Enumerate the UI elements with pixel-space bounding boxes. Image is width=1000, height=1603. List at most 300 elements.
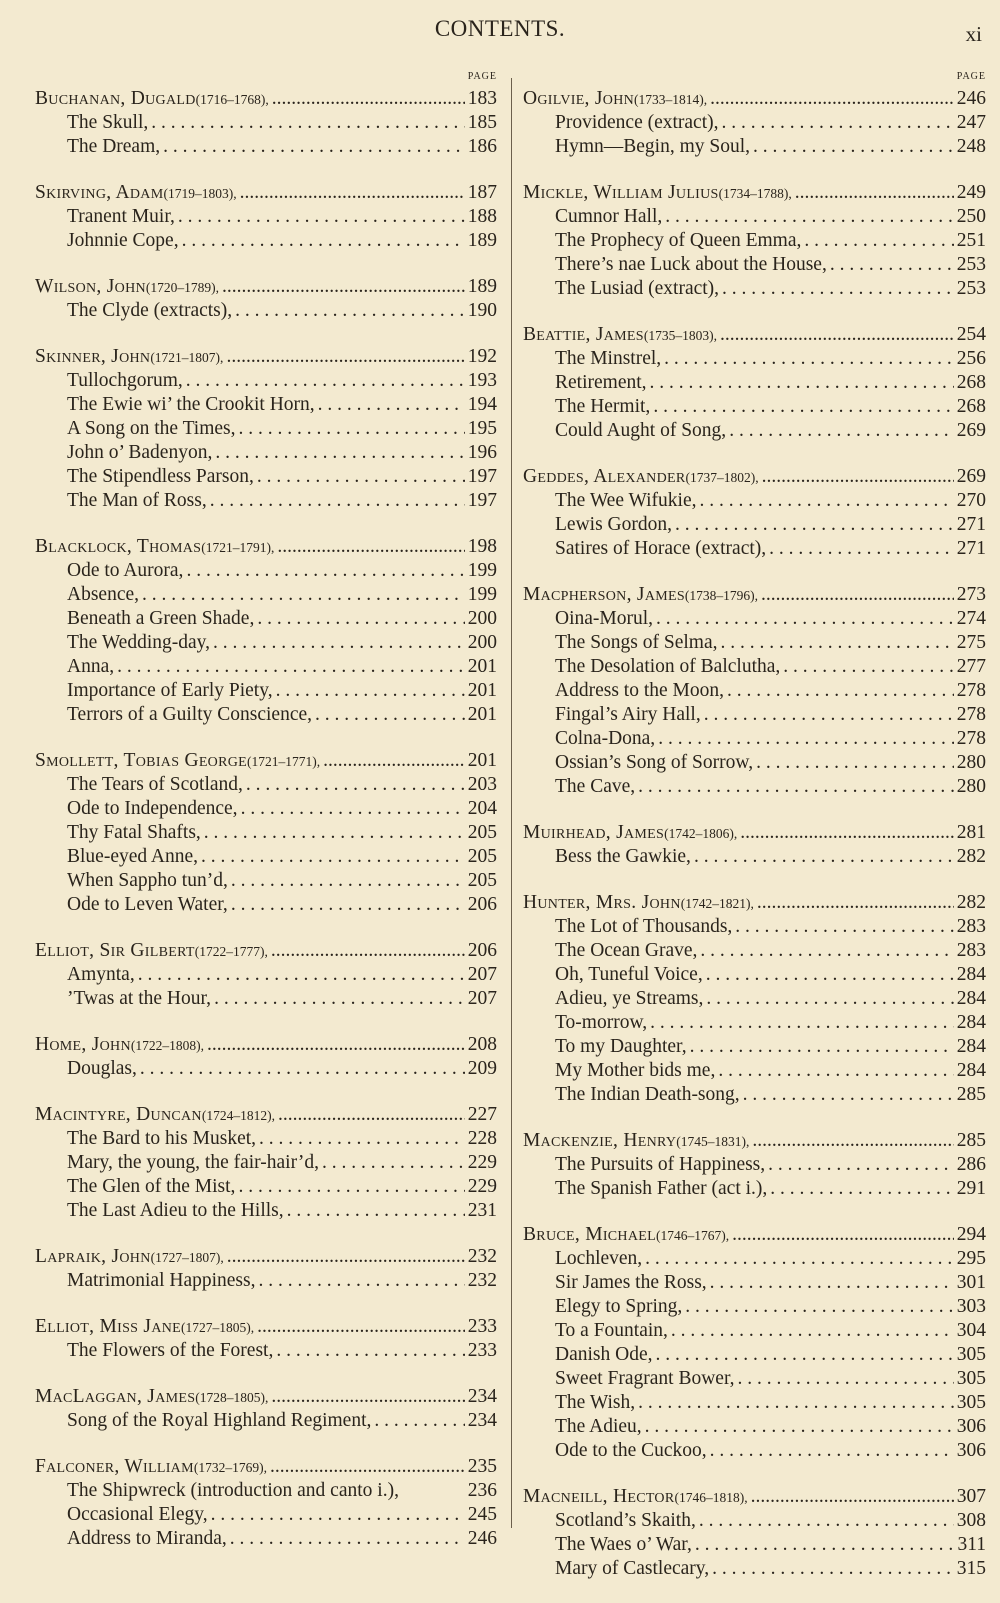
dot-leader [720, 323, 954, 347]
page-ref: 203 [467, 774, 497, 795]
dot-leader [671, 1319, 954, 1343]
page-ref: 253 [956, 254, 986, 275]
dot-leader [751, 1485, 954, 1509]
work-title: Scotland’s Skaith, [555, 1510, 696, 1531]
dot-leader [704, 703, 954, 727]
dot-leader [752, 1129, 953, 1153]
dot-leader [374, 1409, 464, 1433]
page-ref: 278 [956, 728, 986, 749]
work-row [523, 513, 986, 537]
author-name: Buchanan, Dugald [35, 88, 196, 109]
work-row [523, 1011, 986, 1035]
work-row [523, 1343, 986, 1367]
dot-leader [117, 655, 465, 679]
dot-leader [722, 111, 954, 135]
dot-leader [638, 1391, 954, 1415]
page-ref: 208 [467, 1034, 497, 1055]
dot-leader [272, 87, 465, 111]
work-row [35, 559, 497, 583]
author-name: Macpherson, James [523, 584, 685, 605]
work-title: When Sappho tun’d, [67, 870, 228, 891]
author-row [35, 1455, 497, 1479]
page-ref: 197 [467, 466, 497, 487]
work-row [35, 1409, 497, 1433]
dot-leader [804, 229, 953, 253]
author-row [35, 535, 497, 559]
author-section [523, 583, 986, 799]
page-ref: 270 [956, 490, 986, 511]
work-row [35, 987, 497, 1011]
dot-leader [287, 1199, 465, 1223]
page-ref: 307 [956, 1486, 986, 1507]
dot-leader [259, 1127, 465, 1151]
page-ref: 306 [956, 1440, 986, 1461]
dot-leader [227, 1245, 465, 1269]
page-ref: 229 [467, 1152, 497, 1173]
author-row [35, 939, 497, 963]
work-row [523, 1035, 986, 1059]
work-row [523, 775, 986, 799]
work-title: The Wish, [555, 1392, 636, 1413]
work-row [523, 939, 986, 963]
work-row [523, 395, 986, 419]
author-name: Geddes, Alexander [523, 466, 686, 487]
author-dates: (1716–1768), [195, 92, 269, 107]
dot-leader [270, 1455, 465, 1479]
work-row [523, 963, 986, 987]
work-title: Tullochgorum, [67, 370, 183, 391]
work-row [523, 1083, 986, 1107]
dot-leader [186, 369, 465, 393]
work-title: Elegy to Spring, [555, 1296, 683, 1317]
page-ref: 280 [956, 752, 986, 773]
author-dates: (1734–1788), [718, 186, 792, 201]
work-title: Colna-Dona, [555, 728, 656, 749]
dot-leader [699, 1509, 954, 1533]
author-name: Mackenzie, Henry [523, 1130, 677, 1151]
dot-leader [238, 1175, 464, 1199]
work-title: To a Fountain, [555, 1320, 668, 1341]
page-ref: 256 [956, 348, 986, 369]
page-ref: 201 [467, 750, 497, 771]
dot-leader [257, 465, 465, 489]
page-ref: 305 [956, 1344, 986, 1365]
author-row [35, 1385, 497, 1409]
work-title: Anna, [67, 656, 115, 677]
work-row [35, 465, 497, 489]
dot-leader [653, 395, 953, 419]
author-dates: (1733–1814), [634, 92, 708, 107]
author-dates: (1737–1802), [685, 470, 759, 485]
author-name: Blacklock, Thomas [35, 536, 202, 557]
dot-leader [241, 797, 465, 821]
page-ref: 294 [956, 1224, 986, 1245]
dot-leader [258, 1269, 464, 1293]
dot-leader [762, 465, 954, 489]
author-row [35, 749, 497, 773]
dot-leader [738, 1367, 954, 1391]
page-ref: 248 [956, 136, 986, 157]
dot-leader [214, 987, 465, 1011]
work-row [35, 489, 497, 513]
page-ref: 251 [956, 230, 986, 251]
work-row [523, 1319, 986, 1343]
page-ref: 277 [956, 656, 986, 677]
dot-leader [178, 205, 465, 229]
author-section [35, 1315, 497, 1363]
author-name: Skirving, Adam [35, 182, 164, 203]
work-title: The Shipwreck (introduction and canto i.), [67, 1480, 399, 1501]
author-dates: (1721–1771), [247, 754, 321, 769]
page-ref: 207 [467, 988, 497, 1009]
dot-leader [768, 1153, 954, 1177]
page-ref: 284 [956, 964, 986, 985]
dot-leader [257, 607, 464, 631]
author-dates: (1719–1803), [163, 186, 237, 201]
work-row [35, 1175, 497, 1199]
work-title: Could Aught of Song, [555, 420, 727, 441]
page-ref: 234 [467, 1410, 497, 1431]
page-ref: 305 [956, 1368, 986, 1389]
author-row [523, 323, 986, 347]
work-title: Matrimonial Happiness, [67, 1270, 256, 1291]
page-ref: 189 [467, 230, 497, 251]
dot-leader [638, 775, 954, 799]
work-title: The Man of Ross, [67, 490, 207, 511]
dot-leader [226, 345, 464, 369]
work-title: The Pursuits of Happiness, [555, 1154, 766, 1175]
author-dates: (1745–1831), [676, 1134, 750, 1149]
author-row [523, 583, 986, 607]
work-row [35, 869, 497, 893]
author-section [35, 1103, 497, 1223]
work-title: The Lot of Thousands, [555, 916, 733, 937]
work-row [523, 1391, 986, 1415]
page-ref: 273 [956, 584, 986, 605]
author-row [523, 87, 986, 111]
dot-leader [664, 347, 954, 371]
work-title: The Flowers of the Forest, [67, 1340, 274, 1361]
page-ref: 201 [467, 680, 497, 701]
page-ref: 232 [467, 1270, 497, 1291]
dot-leader [727, 679, 954, 703]
page-ref: 199 [467, 560, 497, 581]
author-name: Elliot, Miss Jane [35, 1316, 181, 1337]
author-dates: (1720–1789), [145, 280, 220, 295]
work-title: The Last Adieu to the Hills, [67, 1200, 284, 1221]
page-ref: 198 [467, 536, 497, 557]
page-ref: 231 [467, 1200, 497, 1221]
work-title: The Bard to his Musket, [67, 1128, 257, 1149]
work-row [523, 655, 986, 679]
dot-leader [706, 987, 953, 1011]
page-ref: 283 [956, 916, 986, 937]
author-dates: (1728–1805), [195, 1390, 269, 1405]
work-row [523, 1177, 986, 1201]
page-ref: 305 [956, 1392, 986, 1413]
dot-leader [239, 417, 465, 441]
page-ref: 206 [467, 894, 497, 915]
author-name: Home, John [35, 1034, 131, 1055]
page-header [0, 14, 1000, 50]
author-dates: (1746–1767), [655, 1228, 730, 1243]
work-title: The Ocean Grave, [555, 940, 698, 961]
author-section [35, 535, 497, 727]
work-title: Mary, the young, the fair-hair’d, [67, 1152, 319, 1173]
page-ref: 233 [467, 1316, 497, 1337]
dot-leader [240, 181, 465, 205]
work-title: Retirement, [555, 372, 647, 393]
work-title: The Songs of Selma, [555, 632, 718, 653]
dot-leader [322, 1151, 465, 1175]
work-row [35, 417, 497, 441]
work-title: The Spanish Father (act i.), [555, 1178, 768, 1199]
dot-leader [783, 655, 953, 679]
work-row [35, 679, 497, 703]
author-name: Muirhead, James [523, 822, 665, 843]
work-row [35, 1527, 497, 1551]
work-row [523, 277, 986, 301]
author-name: Falconer, William [35, 1456, 194, 1477]
author-name: MacLaggan, James [35, 1386, 196, 1407]
page-ref: 271 [956, 538, 986, 559]
page-ref: 209 [467, 1058, 497, 1079]
author-row [35, 181, 497, 205]
dot-leader [231, 869, 465, 893]
work-title: The Wee Wifukie, [555, 490, 697, 511]
author-name: Hunter, Mrs. John [523, 892, 681, 913]
author-row [35, 345, 497, 369]
page-ref: 228 [467, 1128, 497, 1149]
author-dates: (1722–1808), [130, 1038, 204, 1053]
dot-leader [204, 821, 465, 845]
author-section [35, 749, 497, 917]
author-row [35, 1033, 497, 1057]
author-name: Bruce, Michael [523, 1224, 656, 1245]
author-row [523, 1485, 986, 1509]
author-row [523, 821, 986, 845]
work-title: Song of the Royal Highland Regiment, [67, 1410, 372, 1431]
work-row [523, 915, 986, 939]
author-dates: (1721–1791), [201, 540, 275, 555]
work-title: Address to Miranda, [67, 1528, 227, 1549]
dot-leader [222, 275, 465, 299]
dot-leader [690, 1035, 954, 1059]
work-title: To my Daughter, [555, 1036, 687, 1057]
author-row [523, 465, 986, 489]
dot-leader [235, 299, 465, 323]
page-ref: 246 [956, 88, 986, 109]
dot-leader [718, 1059, 953, 1083]
work-title: The Lusiad (extract), [555, 278, 720, 299]
dot-leader [710, 1271, 954, 1295]
page-ref: 280 [956, 776, 986, 797]
page-ref: 185 [467, 112, 497, 133]
work-row [35, 845, 497, 869]
page-ref: 304 [956, 1320, 986, 1341]
work-row [523, 371, 986, 395]
dot-leader [770, 1177, 953, 1201]
page-ref: 195 [467, 418, 497, 439]
work-row [35, 1151, 497, 1175]
work-title: The Ewie wi’ the Crookit Horn, [67, 394, 315, 415]
author-name: Lapraik, John [35, 1246, 151, 1267]
work-title: There’s nae Luck about the House, [555, 254, 827, 275]
page-ref: 186 [467, 136, 497, 157]
page-ref: 284 [956, 1012, 986, 1033]
page-ref: 269 [956, 466, 986, 487]
page-ref: 204 [467, 798, 497, 819]
dot-leader [685, 1295, 953, 1319]
author-row [35, 1315, 497, 1339]
dot-leader [210, 489, 465, 513]
work-title: Cumnor Hall, [555, 206, 663, 227]
page-ref: 192 [467, 346, 497, 367]
work-title: Sweet Fragrant Bower, [555, 1368, 735, 1389]
dot-leader [756, 751, 954, 775]
page-ref: 205 [467, 870, 497, 891]
work-row [523, 1247, 986, 1271]
work-row [523, 631, 986, 655]
work-title: Terrors of a Guilty Conscience, [67, 704, 313, 725]
work-title: The Skull, [67, 112, 149, 133]
page-ref: 308 [956, 1510, 986, 1531]
work-title: Sir James the Ross, [555, 1272, 707, 1293]
page-ref: 190 [467, 300, 497, 321]
work-row [35, 393, 497, 417]
dot-leader [323, 749, 465, 773]
work-row [523, 607, 986, 631]
work-title: Douglas, [67, 1058, 137, 1079]
page-column-label: PAGE [956, 71, 986, 82]
dot-leader [645, 1247, 954, 1271]
page-ref: 196 [467, 442, 497, 463]
page-ref: 205 [467, 822, 497, 843]
work-title: The Desolation of Balclutha, [555, 656, 781, 677]
work-row [523, 1153, 986, 1177]
author-section [35, 1385, 497, 1433]
page-ref: 282 [956, 892, 986, 913]
work-title: Satires of Horace (extract), [555, 538, 767, 559]
page-ref: 201 [467, 656, 497, 677]
page-ref: 315 [956, 1558, 986, 1579]
page-ref: 227 [467, 1104, 497, 1125]
page-ref: 229 [467, 1176, 497, 1197]
dot-leader [722, 277, 954, 301]
dot-leader [656, 607, 954, 631]
dot-leader [271, 1385, 464, 1409]
work-row [523, 253, 986, 277]
dot-leader [658, 727, 954, 751]
page-ref: 236 [467, 1480, 497, 1501]
author-name: Wilson, John [35, 276, 146, 297]
page-ref: 187 [467, 182, 497, 203]
work-row [523, 703, 986, 727]
work-title: Fingal’s Airy Hall, [555, 704, 701, 725]
page-ref: 193 [467, 370, 497, 391]
page-ref: 268 [956, 372, 986, 393]
dot-leader [743, 1083, 954, 1107]
work-title: The Dream, [67, 136, 161, 157]
page-ref: 269 [956, 420, 986, 441]
work-title: The Stipendless Parson, [67, 466, 254, 487]
author-dates: (1722–1777), [194, 944, 268, 959]
dot-leader [277, 535, 464, 559]
work-row [523, 135, 986, 159]
page-ref: 207 [467, 964, 497, 985]
author-section [35, 345, 497, 513]
dot-leader [230, 1527, 465, 1551]
dot-leader [645, 1415, 954, 1439]
work-row [523, 489, 986, 513]
page-column-label: PAGE [467, 71, 497, 82]
dot-leader [712, 1557, 954, 1581]
work-title: Absence, [67, 584, 140, 605]
author-section [35, 275, 497, 323]
author-section [523, 181, 986, 301]
work-title: Hymn—Begin, my Soul, [555, 136, 751, 157]
work-title: The Glen of the Mist, [67, 1176, 236, 1197]
left-column [35, 70, 497, 1573]
work-row [523, 205, 986, 229]
dot-leader [207, 1033, 465, 1057]
page-ref: 275 [956, 632, 986, 653]
page-ref: 301 [956, 1272, 986, 1293]
author-name: Mickle, William Julius [523, 182, 719, 203]
author-row [523, 1129, 986, 1153]
work-title: The Clyde (extracts), [67, 300, 233, 321]
page-ref: 188 [467, 206, 497, 227]
dot-leader [140, 1057, 465, 1081]
work-title: John o’ Badenyon, [67, 442, 213, 463]
page-ref: 286 [956, 1154, 986, 1175]
page-ref: 233 [467, 1340, 497, 1361]
dot-leader [655, 1343, 953, 1367]
dot-leader [769, 537, 954, 561]
work-row [35, 583, 497, 607]
work-row [35, 655, 497, 679]
page-ref: 201 [467, 704, 497, 725]
work-title: Providence (extract), [555, 112, 719, 133]
work-title: The Cave, [555, 776, 636, 797]
work-row [523, 727, 986, 751]
dot-leader [201, 845, 465, 869]
author-name: Macintyre, Duncan [35, 1104, 202, 1125]
page-ref: 281 [956, 822, 986, 843]
work-row [523, 1439, 986, 1463]
author-section [35, 1245, 497, 1293]
work-title: Blue-eyed Anne, [67, 846, 199, 867]
work-title: To-morrow, [555, 1012, 648, 1033]
dot-leader [735, 915, 953, 939]
author-name: Smollett, Tobias George [35, 750, 247, 771]
dot-leader [215, 441, 464, 465]
author-section [523, 323, 986, 443]
work-row [523, 1295, 986, 1319]
author-section [35, 181, 497, 253]
author-row [35, 275, 497, 299]
dot-leader [315, 703, 465, 727]
page-ref: 253 [956, 278, 986, 299]
page-ref: 284 [956, 1036, 986, 1057]
author-dates: (1742–1821), [680, 896, 754, 911]
work-title: Oh, Tuneful Voice, [555, 964, 703, 985]
work-row [523, 111, 986, 135]
page-ref: 232 [467, 1246, 497, 1267]
dot-leader [231, 893, 465, 917]
dot-leader [163, 135, 465, 159]
page-ref: 278 [956, 704, 986, 725]
